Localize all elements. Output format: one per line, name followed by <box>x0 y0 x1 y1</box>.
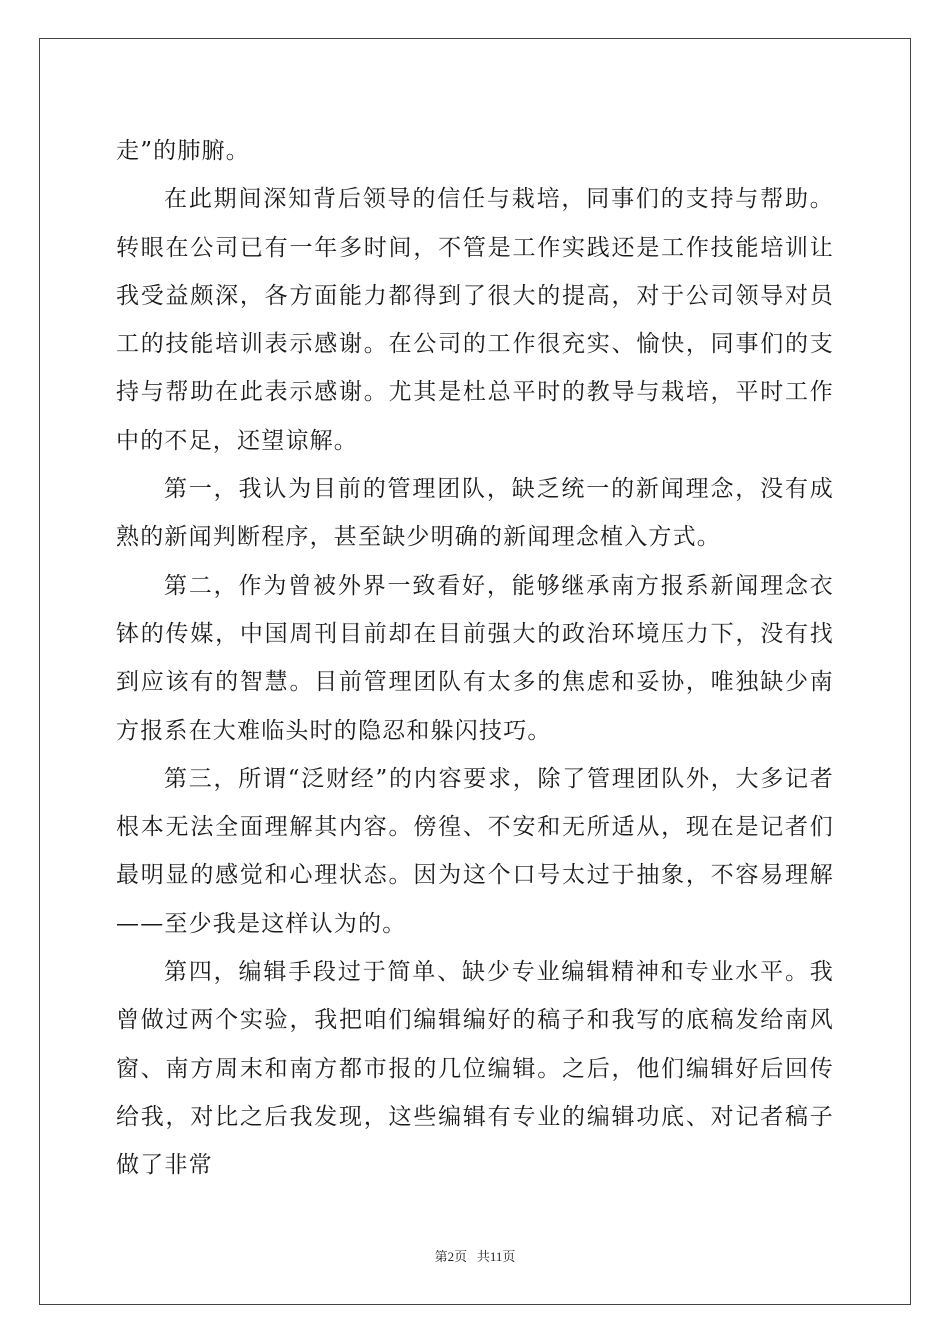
page-footer <box>0 1246 950 1265</box>
page-number: 第2页 共11页 <box>434 1249 516 1264</box>
document-body <box>116 127 834 1190</box>
paragraph: 第二，作为曾被外界一致看好，能够继承南方报系新闻理念衣钵的传媒，中国周刊目前却在目前强大的政治环境压力下，没有找到应该有的智慧。目前管理团队有太多的焦虑和妥协，唯独缺少南方报系在大难临头时的隐忍和躲闪技巧。 <box>116 572 834 744</box>
paragraph: 第一，我认为目前的管理团队，缺乏统一的新闻理念，没有成熟的新闻判断程序，甚至缺少明确的新闻理念植入方式。 <box>116 476 834 551</box>
paragraph: 在此期间深知背后领导的信任与栽培，同事们的支持与帮助。转眼在公司已有一年多时间，不管是工作实践还是工作技能培训让我受益颇深，各方面能力都得到了很大的提高，对于公司领导对员工的技能培训表示感谢。在公司的工作很充实、愉快，同事们的支持与帮助在此表示感谢。尤其是杜总平时的教导与栽培，平时工作中的不足，还望谅解。 <box>116 186 834 454</box>
paragraph: 第三，所谓“泛财经”的内容要求，除了管理团队外，大多记者根本无法全面理解其内容。傍徨、不安和无所适从，现在是记者们最明显的感觉和心理状态。因为这个口号太过于抽象，不容易理解——至少我是这样认为的。 <box>116 765 834 937</box>
paragraph: 第四，编辑手段过于简单、缺少专业编辑精神和专业水平。我曾做过两个实验，我把咱们编辑编好的稿子和我写的底稿发给南风窗、南方周末和南方都市报的几位编辑。之后，他们编辑好后回传给我，对比之后我发现，这些编辑有专业的编辑功底、对记者稿子做了非常 <box>116 959 834 1179</box>
paragraph: 走”的肺腑。 <box>116 138 250 164</box>
